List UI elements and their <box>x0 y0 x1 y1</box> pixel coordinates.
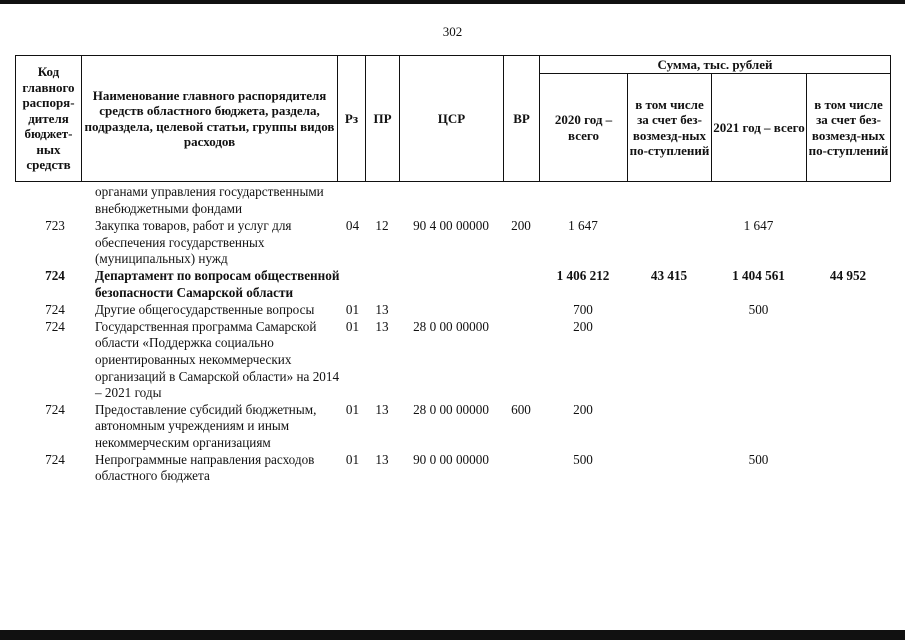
table-row <box>15 184 890 217</box>
cell-s2021 <box>711 319 806 402</box>
cell-csr <box>399 301 503 319</box>
cell-vr: 200 <box>511 218 531 234</box>
header-vr: ВР <box>504 56 540 182</box>
cell-s2020: 1 647 <box>568 218 598 234</box>
header-csr: ЦСР <box>400 56 504 182</box>
table-row <box>15 217 890 268</box>
cell-vr <box>503 319 539 402</box>
cell-s2020: 200 <box>573 318 593 334</box>
header-code: Код главного распоря-дителя бюджет-ных средств <box>16 56 82 182</box>
cell-s2021: 1 647 <box>743 218 774 234</box>
header-name: Наименование главного распорядителя средств областного бюджета, раздела, подраздела, целевой статьи, группы видов расходов <box>82 56 338 182</box>
cell-name: Закупка товаров, работ и услуг для обеспечения государственных (муниципальных) нужд <box>95 218 292 267</box>
bottom-border <box>0 630 905 640</box>
cell-vr: 600 <box>511 401 531 417</box>
cell-f2020 <box>627 184 711 217</box>
table-row <box>15 301 890 319</box>
cell-s2020: 700 <box>573 302 593 318</box>
cell-rz: 01 <box>345 302 360 318</box>
cell-code <box>15 184 95 217</box>
cell-code: 724 <box>45 401 65 417</box>
cell-f2020 <box>627 301 711 319</box>
cell-f2021: 44 952 <box>829 267 867 283</box>
header-sum: Сумма, тыс. рублей <box>540 56 891 74</box>
cell-f2020 <box>627 402 711 452</box>
table-row <box>15 319 890 402</box>
header-2020-total: 2020 год – всего <box>540 74 628 182</box>
cell-s2021 <box>711 402 806 452</box>
cell-s2021: 1 404 561 <box>732 267 785 283</box>
header-2021-total: 2021 год – всего <box>712 74 807 182</box>
cell-f2020: 43 415 <box>650 267 688 283</box>
cell-name: Другие общегосударственные вопросы <box>95 302 315 318</box>
cell-s2021: 500 <box>748 302 769 318</box>
cell-rz: 04 <box>345 218 360 234</box>
page-number: 302 <box>442 24 463 39</box>
cell-s2020: 200 <box>573 401 593 417</box>
cell-f2021 <box>806 301 890 319</box>
header-pr: ПР <box>366 56 400 182</box>
cell-vr <box>503 452 539 485</box>
cell-pr <box>365 184 399 217</box>
cell-f2020 <box>627 319 711 402</box>
cell-s2021 <box>711 184 806 217</box>
top-border <box>0 0 905 4</box>
cell-code: 724 <box>45 302 65 318</box>
cell-f2020 <box>627 217 711 268</box>
cell-rz: 01 <box>345 318 360 334</box>
table-row <box>15 452 890 485</box>
cell-rz <box>340 184 365 217</box>
cell-f2021 <box>806 184 890 217</box>
cell-csr: 90 4 00 00000 <box>413 218 489 234</box>
cell-csr <box>399 184 503 217</box>
cell-name: Государственная программа Самарской области «Поддержка социально ориентированных некоммерческих организаций в Самарской области» на 2014 – 2021 годы <box>95 318 340 401</box>
cell-pr: 13 <box>375 318 389 334</box>
cell-vr <box>503 268 539 301</box>
cell-csr <box>399 268 503 301</box>
cell-name: Департамент по вопросам общественной безопасности Самарской области <box>95 267 340 300</box>
cell-pr: 13 <box>375 302 389 318</box>
cell-pr: 13 <box>375 451 389 467</box>
cell-code: 724 <box>45 451 65 467</box>
cell-csr: 90 0 00 00000 <box>413 451 489 467</box>
header-2020-free: в том числе за счет без-возмезд-ных по-ступлений <box>628 74 712 182</box>
cell-rz <box>340 268 365 301</box>
cell-code: 724 <box>45 267 65 283</box>
cell-rz: 01 <box>345 401 360 417</box>
cell-name: Предоставление субсидий бюджетным, автономным учреждениям и иным некоммерческим организациям <box>95 401 317 450</box>
cell-f2021 <box>806 319 890 402</box>
cell-vr <box>503 184 539 217</box>
cell-vr <box>503 301 539 319</box>
cell-pr <box>365 268 399 301</box>
cell-name: органами управления государственными внебюджетными фондами <box>95 184 324 216</box>
cell-s2020 <box>539 184 627 217</box>
cell-s2020: 500 <box>573 451 593 467</box>
table-row <box>15 268 890 301</box>
cell-f2021 <box>806 217 890 268</box>
cell-name: Непрограммные направления расходов областного бюджета <box>95 451 315 484</box>
cell-code: 723 <box>45 218 65 234</box>
cell-rz: 01 <box>345 451 360 467</box>
table-body <box>15 184 890 485</box>
cell-csr: 28 0 00 00000 <box>413 318 489 334</box>
cell-code: 724 <box>45 318 65 334</box>
cell-pr: 12 <box>375 218 389 234</box>
cell-s2020: 1 406 212 <box>556 267 610 283</box>
cell-s2021: 500 <box>748 451 769 467</box>
table-row <box>15 402 890 452</box>
cell-f2020 <box>627 452 711 485</box>
cell-f2021 <box>806 402 890 452</box>
cell-csr: 28 0 00 00000 <box>413 401 489 417</box>
table-header <box>15 55 891 182</box>
header-rz: Рз <box>338 56 366 182</box>
header-2021-free: в том числе за счет без-возмезд-ных по-ступлений <box>807 74 891 182</box>
cell-f2021 <box>806 452 890 485</box>
cell-pr: 13 <box>375 401 389 417</box>
